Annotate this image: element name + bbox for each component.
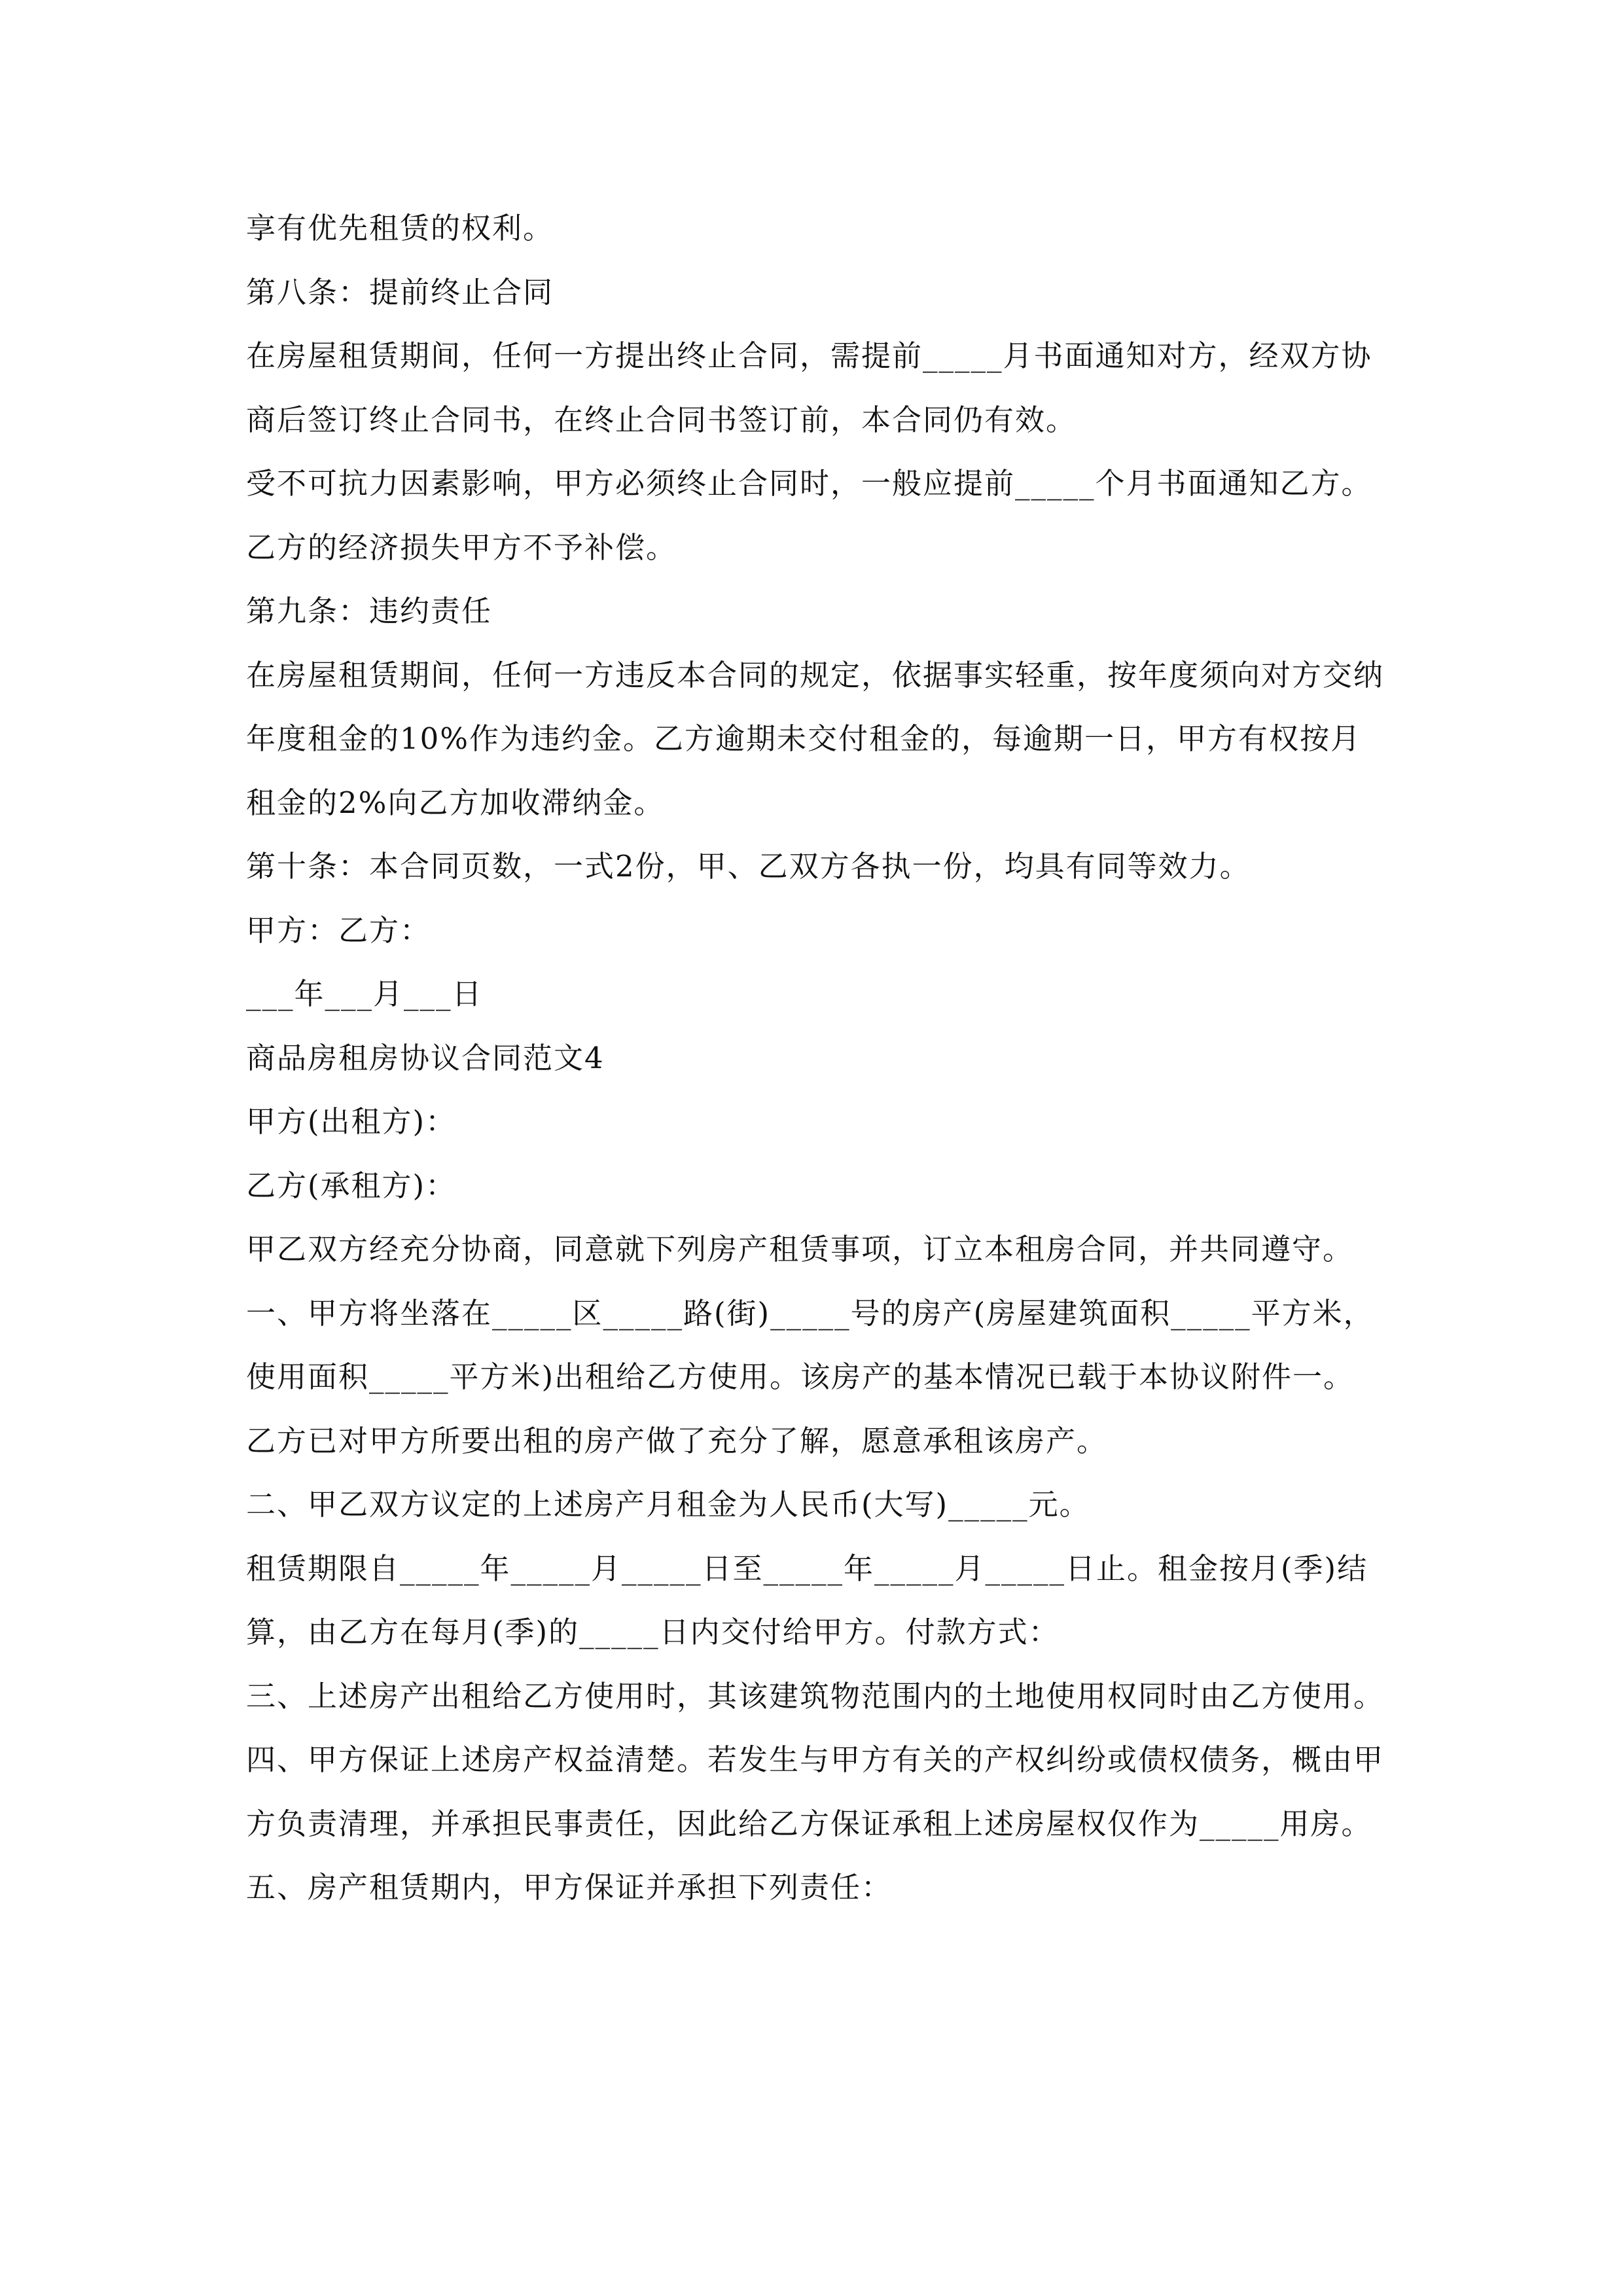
paragraph-lease-term: 租赁期限自_____年_____月_____日至_____年_____月_____日止。租金按月(季)结算，由乙方在每月(季)的_____日内交付给甲方。付款方式： bbox=[246, 1551, 1368, 1649]
clause-5-responsibilities: 五、房产租赁期内，甲方保证并承担下列责任： bbox=[246, 1870, 893, 1905]
clause-2-rent: 二、甲乙双方议定的上述房产月租金为人民币(大写)_____元。 bbox=[246, 1487, 1090, 1522]
paragraph-force-majeure: 受不可抗力因素影响，甲方必须终止合同时，一般应提前_____个月书面通知乙方。乙方的经济损失甲方不予补偿。 bbox=[246, 466, 1372, 565]
clause-1-property: 一、甲方将坐落在_____区_____路(街)_____号的房产(房屋建筑面积_____平方米，使用面积_____平方米)出租给乙方使用。该房产的基本情况已载于本协议附件一。乙方已对甲方所要出租的房产做了充分了解，愿意承租该房产。 bbox=[246, 1295, 1374, 1458]
article-10-heading: 第十条：本合同页数，一式2份，甲、乙双方各执一份，均具有同等效力。 bbox=[246, 849, 1251, 884]
signature-date: ___年___月___日 bbox=[246, 977, 483, 1011]
article-9-heading: 第九条：违约责任 bbox=[246, 594, 493, 628]
paragraph-breach-liability: 在房屋租赁期间，任何一方违反本合同的规定，依据事实轻重，按年度须向对方交纳年度租金的10%作为违约金。乙方逾期未交付租金的，每逾期一日，甲方有权按月租金的2%向乙方加收滞纳金。 bbox=[246, 657, 1385, 820]
paragraph-early-termination: 在房屋租赁期间，任何一方提出终止合同，需提前_____月书面通知对方，经双方协商后签订终止合同书，在终止合同书签订前，本合同仍有效。 bbox=[246, 338, 1372, 437]
document-body bbox=[246, 196, 1385, 1920]
clause-3-land-use: 三、上述房产出租给乙方使用时，其该建筑物范围内的土地使用权同时由乙方使用。 bbox=[246, 1678, 1385, 1713]
party-a-lessor: 甲方(出租方)： bbox=[246, 1104, 457, 1139]
paragraph-priority-lease: 享有优先租赁的权利。 bbox=[246, 211, 554, 245]
signature-parties: 甲方：乙方： bbox=[246, 912, 431, 948]
article-8-heading: 第八条：提前终止合同 bbox=[246, 274, 554, 310]
clause-4-title-guarantee: 四、甲方保证上述房产权益清楚。若发生与甲方有关的产权纠纷或债权债务，概由甲方负责清理，并承担民事责任，因此给乙方保证承租上述房屋权仅作为_____用房。 bbox=[246, 1742, 1385, 1841]
party-b-lessee: 乙方(承租方)： bbox=[246, 1168, 457, 1203]
paragraph-agreement-intro: 甲乙双方经充分协商，同意就下列房产租赁事项，订立本租房合同，并共同遵守。 bbox=[246, 1232, 1354, 1266]
contract-4-title: 商品房租房协议合同范文4 bbox=[246, 1040, 605, 1075]
